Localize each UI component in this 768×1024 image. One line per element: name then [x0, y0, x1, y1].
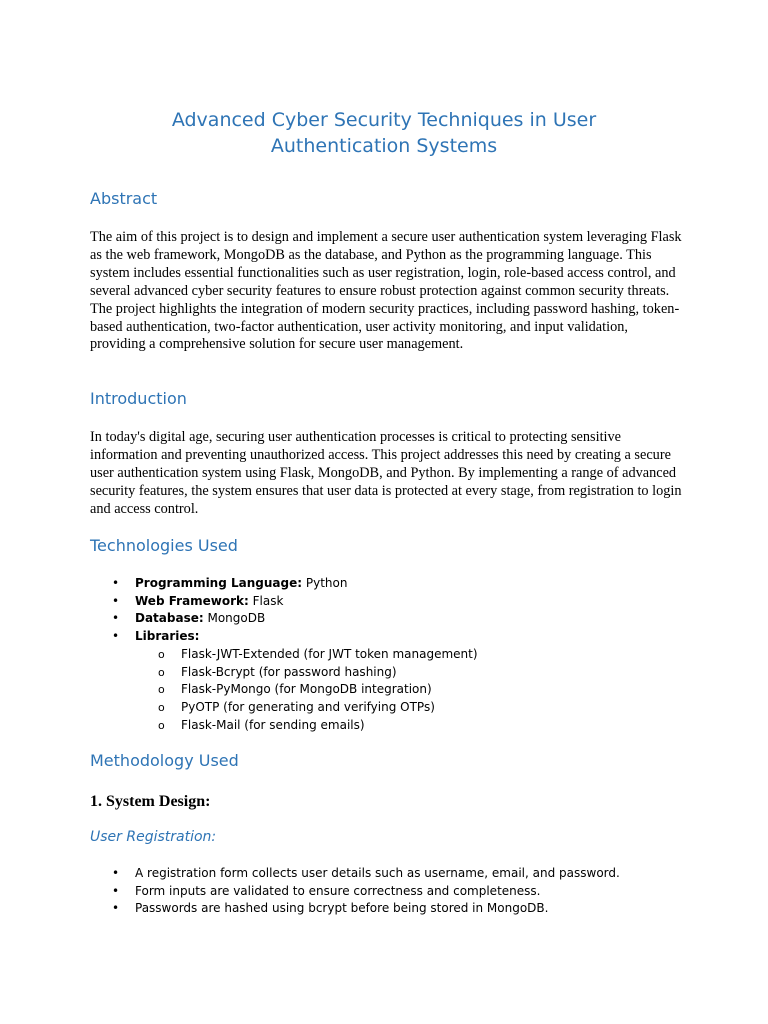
- title-line-2: Authentication Systems: [270, 135, 498, 157]
- list-item: [90, 883, 620, 901]
- list-item: [90, 593, 478, 611]
- tech-label: Libraries:: [135, 629, 200, 644]
- library-item: Flask-Mail (for sending emails): [181, 717, 365, 732]
- bullet-marker: •: [112, 629, 120, 644]
- sub-bullet-marker: o: [158, 665, 165, 679]
- sub-bullet-marker: o: [158, 700, 165, 714]
- list-item: [90, 628, 478, 734]
- list-item: [90, 900, 620, 918]
- bullet-marker: •: [112, 901, 120, 916]
- library-item: Flask-PyMongo (for MongoDB integration): [181, 682, 432, 697]
- tech-label: Programming Language:: [135, 576, 303, 590]
- sub-bullet-marker: o: [158, 647, 165, 661]
- bullet-marker: •: [112, 866, 120, 880]
- tech-value: MongoDB: [203, 611, 266, 626]
- tech-label: Database:: [135, 611, 204, 626]
- library-item: PyOTP (for generating and verifying OTPs): [181, 699, 435, 714]
- introduction-paragraph: In today's digital age, securing user authentication processes is critical to protecting sensitive information and preventing unauthorized access. This project addresses this need by creating a secure user authentication system using Flask, MongoDB, and Python. By implementing a range of advanced security features, the system ensures that user data is protected at every stage, from registration to login and access control.: [90, 429, 682, 517]
- tech-value: Flask: [248, 593, 284, 608]
- library-item: Flask-Bcrypt (for password hashing): [181, 664, 397, 679]
- abstract-heading: Abstract: [90, 189, 158, 208]
- tech-label: Web Framework:: [135, 593, 249, 608]
- title-line-1: Advanced Cyber Security Techniques in User: [171, 109, 597, 131]
- user-registration-heading: User Registration:: [90, 829, 217, 845]
- list-item: [90, 865, 620, 883]
- bullet-marker: •: [112, 593, 120, 608]
- bullet-marker: •: [112, 883, 120, 898]
- library-item: Flask-JWT-Extended (for JWT token management): [181, 646, 478, 661]
- list-item: [90, 610, 478, 628]
- system-design-heading: 1. System Design:: [90, 793, 211, 810]
- bullet-marker: •: [112, 576, 120, 590]
- registration-item: Passwords are hashed using bcrypt before being stored in MongoDB.: [135, 901, 549, 916]
- technologies-heading: Technologies Used: [90, 536, 238, 555]
- document-title: [90, 107, 678, 159]
- abstract-paragraph: The aim of this project is to design and implement a secure user authentication system leveraging Flask as the web framework, MongoDB as the database, and Python as the programming language. This system includes essential functionalities such as user registration, login, role-based access control, and several advanced cyber security features to ensure robust protection against common security threats. The project highlights the integration of modern security practices, including password hashing, token-based authentication, two-factor authentication, user activity monitoring, and input validation, providing a comprehensive solution for secure user management.: [90, 229, 682, 353]
- registration-item: A registration form collects user details such as username, email, and password.: [135, 866, 620, 880]
- list-item: [90, 664, 478, 682]
- libraries-sublist: [90, 646, 478, 735]
- methodology-heading: Methodology Used: [90, 751, 239, 770]
- introduction-heading: Introduction: [90, 389, 187, 408]
- list-item: [90, 699, 478, 717]
- list-item: [90, 681, 478, 699]
- technologies-list: [90, 575, 478, 734]
- sub-bullet-marker: o: [158, 718, 165, 732]
- list-item: [90, 646, 478, 664]
- sub-bullet-marker: o: [158, 683, 165, 697]
- bullet-marker: •: [112, 611, 120, 626]
- list-item: [90, 575, 478, 593]
- registration-item: Form inputs are validated to ensure correctness and completeness.: [135, 883, 541, 898]
- tech-value: Python: [302, 576, 348, 590]
- list-item: [90, 717, 478, 735]
- registration-list: [90, 865, 620, 918]
